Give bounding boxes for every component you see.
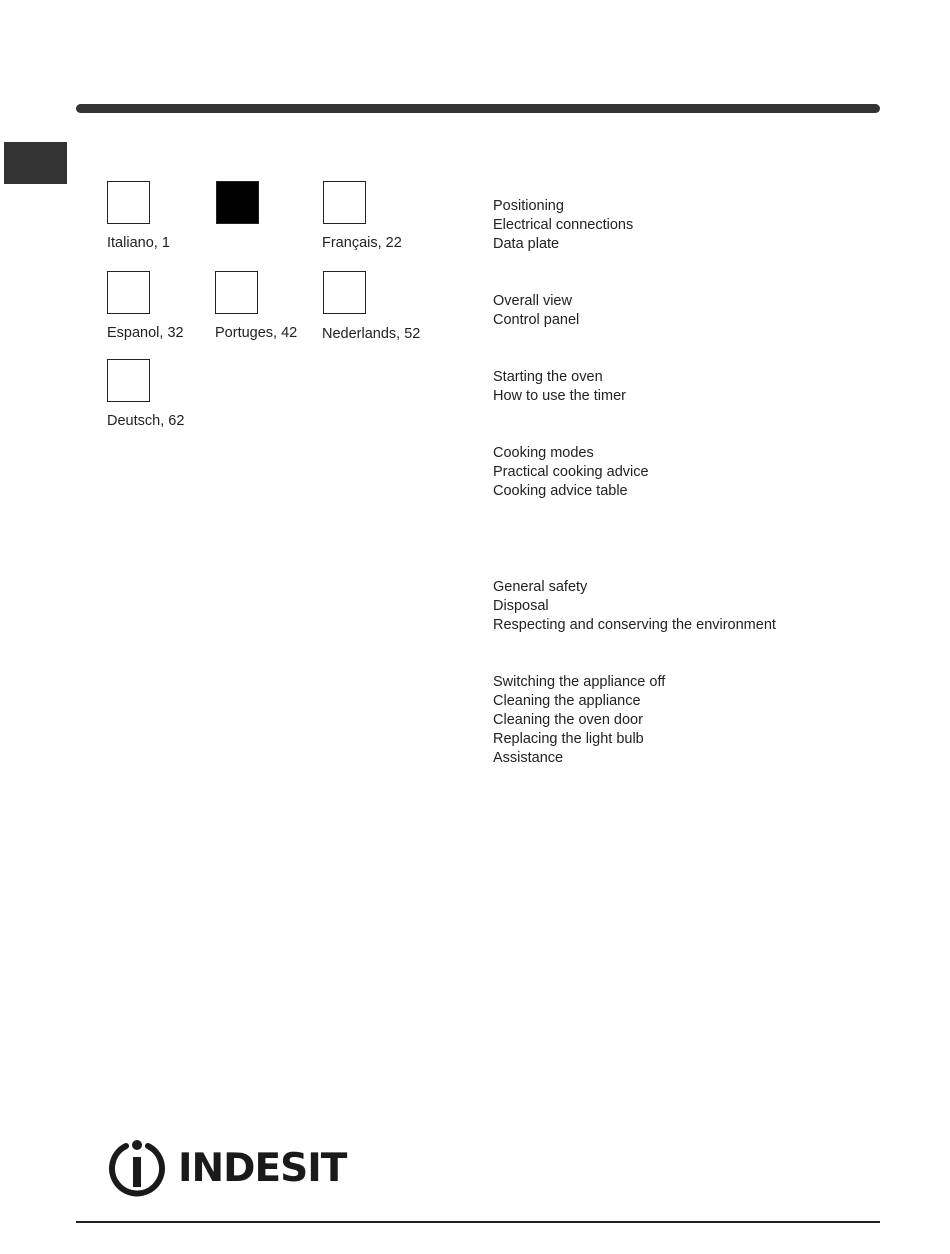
toc-maintenance — [493, 673, 665, 768]
language-box-italiano[interactable] — [107, 181, 150, 224]
toc-item: Cooking modes — [493, 445, 594, 461]
language-label-nederlands[interactable]: Nederlands, 52 — [322, 326, 421, 342]
toc-item: Control panel — [493, 312, 580, 328]
toc-item: Cleaning the oven door — [493, 712, 643, 728]
language-box-english-selected[interactable] — [216, 181, 259, 224]
indesit-emblem-icon — [106, 1137, 168, 1199]
toc-item: Respecting and conserving the environment — [493, 617, 776, 633]
language-label-francais[interactable]: Français, 22 — [322, 235, 402, 251]
toc-item: Switching the appliance off — [493, 674, 666, 690]
brand-name: INDESIT — [178, 1145, 347, 1191]
top-divider — [76, 104, 880, 113]
toc-start-up — [493, 368, 626, 406]
language-label-deutsch[interactable]: Deutsch, 62 — [107, 413, 185, 429]
toc-description — [493, 292, 579, 330]
language-box-nederlands[interactable] — [323, 271, 366, 314]
toc-installation — [493, 197, 633, 254]
toc-item: Starting the oven — [493, 369, 603, 385]
language-label-italiano[interactable]: Italiano, 1 — [107, 235, 170, 251]
toc-precautions — [493, 578, 776, 635]
toc-item: Electrical connections — [493, 217, 634, 233]
language-box-deutsch[interactable] — [107, 359, 150, 402]
toc-item: Cleaning the appliance — [493, 693, 641, 709]
toc-item: General safety — [493, 579, 588, 595]
toc-item: How to use the timer — [493, 388, 626, 404]
toc-item: Data plate — [493, 236, 560, 252]
toc-item: Disposal — [493, 598, 549, 614]
toc-item: Assistance — [493, 750, 564, 766]
language-label-espanol[interactable]: Espanol, 32 — [107, 325, 184, 341]
indesit-logo — [106, 1136, 346, 1200]
toc-item: Positioning — [493, 198, 564, 214]
language-box-portuges[interactable] — [215, 271, 258, 314]
bottom-divider — [76, 1221, 880, 1223]
language-box-francais[interactable] — [323, 181, 366, 224]
language-tab-marker — [4, 142, 67, 184]
toc-item: Practical cooking advice — [493, 464, 649, 480]
toc-cooking — [493, 444, 649, 501]
language-label-portuges[interactable]: Portuges, 42 — [215, 325, 298, 341]
toc-item: Cooking advice table — [493, 483, 628, 499]
toc-item: Replacing the light bulb — [493, 731, 644, 747]
toc-item: Overall view — [493, 293, 572, 309]
language-box-espanol[interactable] — [107, 271, 150, 314]
